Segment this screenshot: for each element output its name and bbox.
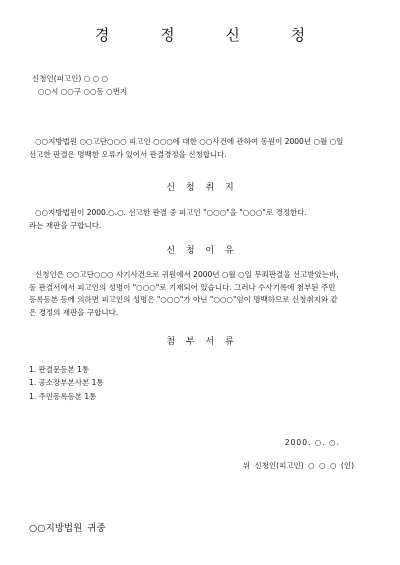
document-title: 경 정 신 청: [94, 26, 329, 44]
reason-line: 동 판결서에서 피고인의 성명이 "○○○"로 기재되어 있습니다. 그러나 수사기록에 첨부된 주민: [29, 282, 336, 292]
intro-paragraph: [29, 136, 371, 161]
intro-line: 선고한 판결은 명백한 오류가 있어서 판결경정을 신청합니다.: [29, 149, 227, 159]
reason-line: 등록등본 등에 의하면 피고인의 성명은 "○○○"가 아닌 "○○○"임이 명백하므로 신청취지와 같: [29, 295, 338, 304]
attachment-item: 1. 판결문등본 1통: [29, 365, 90, 374]
attachment-item: 1. 공소장부본사본 1통: [29, 378, 104, 388]
purpose-heading: 신 청 취 지: [166, 183, 238, 193]
reason-heading: 신 청 이 유: [166, 246, 238, 256]
signer-line: 위 신청인(피고인) ○ ○ ○ (인): [242, 461, 354, 470]
reason-paragraph: [29, 269, 371, 319]
attachment-item: 1. 주민등록등본 1통: [29, 391, 97, 401]
applicant-name: 신청인(피고인) ○ ○ ○: [32, 74, 109, 83]
filing-date: 2000. ○. ○.: [284, 438, 340, 447]
purpose-line: ○○지방법원이 2000.○.○. 선고한 판결 중 피고인 "○○○"을 "○○○"로 경정한다.: [35, 208, 307, 217]
attachments-list: [29, 363, 104, 403]
purpose-paragraph: [29, 207, 371, 232]
reason-line: 신청인은 ○○고단○○○ 사기사건으로 귀원에서 2000년 ○월 ○일 무죄판결을 선고받았는바,: [35, 270, 339, 279]
reason-line: 은 경정의 재판을 구합니다.: [29, 307, 119, 317]
court-addressee: ○○지방법원 귀중: [29, 523, 106, 534]
purpose-line: 라는 재판을 구합니다.: [29, 220, 102, 230]
applicant-block: [32, 72, 127, 98]
attachments-heading: 첨 부 서 류: [166, 337, 238, 347]
applicant-address: ○○시 ○○구 ○○동 ○번지: [38, 87, 128, 96]
intro-line: ○○지방법원 ○○고단○○○ 피고인 ○○○에 대한 ○○사건에 관하여 동원이 2000년 ○월 ○일: [35, 137, 344, 146]
